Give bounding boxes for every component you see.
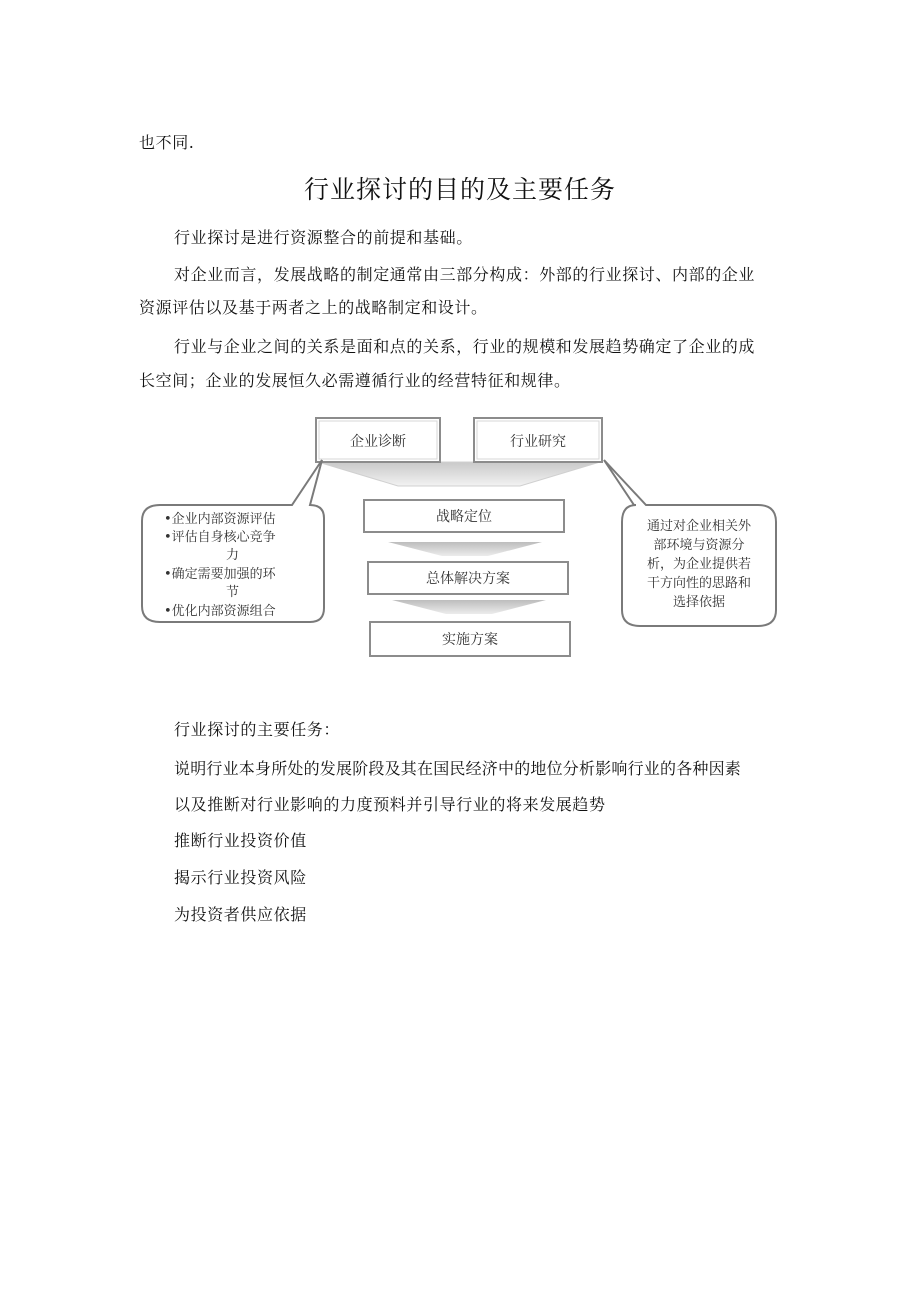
task-item-1-line-2: 以及推断对行业影响的力度预料并引导行业的将来发展趋势 — [174, 795, 606, 814]
task-item-1-line-1: 说明行业本身所处的发展阶段及其在国民经济中的地位分析影响行业的各种因素 — [174, 759, 742, 778]
box-industry-research-label: 行业研究 — [510, 434, 566, 450]
right-bubble-line-3: 析，为企业提供若 — [646, 557, 752, 572]
box-company-diagnosis-label: 企业诊断 — [350, 434, 406, 450]
box-strategy-label: 战略定位 — [436, 509, 492, 525]
left-bubble-line-5: 节 — [226, 585, 240, 600]
right-bubble-line-5: 选择依据 — [672, 595, 726, 610]
task-item-2: 推断行业投资价值 — [174, 831, 307, 850]
box-implementation — [370, 622, 570, 656]
box-strategy-positioning — [364, 500, 564, 532]
arrow-solution-to-implementation — [392, 600, 546, 614]
box-company-diagnosis — [316, 418, 440, 462]
box-overall-solution-label: 总体解决方案 — [426, 571, 510, 587]
right-bubble-line-4: 干方向性的思路和 — [646, 576, 752, 591]
left-bubble-line-6: •优化内部资源组合 — [164, 604, 276, 619]
arrow-strategy-to-solution — [388, 542, 542, 556]
task-item-3: 揭示行业投资风险 — [174, 868, 307, 887]
intro-paragraph-3-line-1: 行业与企业之间的关系是面和点的关系，行业的规模和发展趋势确定了企业的成 — [174, 337, 756, 356]
right-bubble-line-1: 通过对企业相关外 — [646, 519, 752, 534]
box-industry-research — [474, 418, 602, 462]
left-bubble-line-3: 力 — [226, 548, 240, 563]
left-bubble-line-1: •企业内部资源评估 — [164, 512, 276, 527]
right-bubble-line-2: 部环境与资源分 — [653, 538, 745, 553]
tasks-heading: 行业探讨的主要任务： — [174, 720, 341, 739]
section-title: 行业探讨的目的及主要任务 — [303, 175, 616, 204]
left-bubble-line-2: •评估自身核心竞争 — [164, 530, 276, 545]
intro-paragraph-2-line-2: 资源评估以及基于两者之上的战略制定和设计。 — [139, 298, 488, 317]
top-chevron-band — [318, 462, 600, 486]
intro-paragraph-1: 行业探讨是进行资源整合的前提和基础。 — [174, 228, 473, 247]
box-implementation-label: 实施方案 — [442, 632, 498, 648]
continued-text-fragment: 也不同. — [139, 133, 195, 152]
task-item-4: 为投资者供应依据 — [174, 905, 307, 924]
intro-paragraph-3-line-2: 长空间；企业的发展恒久必需遵循行业的经营特征和规律。 — [139, 371, 571, 390]
left-bubble-line-4: •确定需要加强的环 — [164, 567, 276, 582]
intro-paragraph-2-line-1: 对企业而言，发展战略的制定通常由三部分构成：外部的行业探讨、内部的企业 — [174, 265, 756, 284]
box-overall-solution — [368, 562, 568, 594]
